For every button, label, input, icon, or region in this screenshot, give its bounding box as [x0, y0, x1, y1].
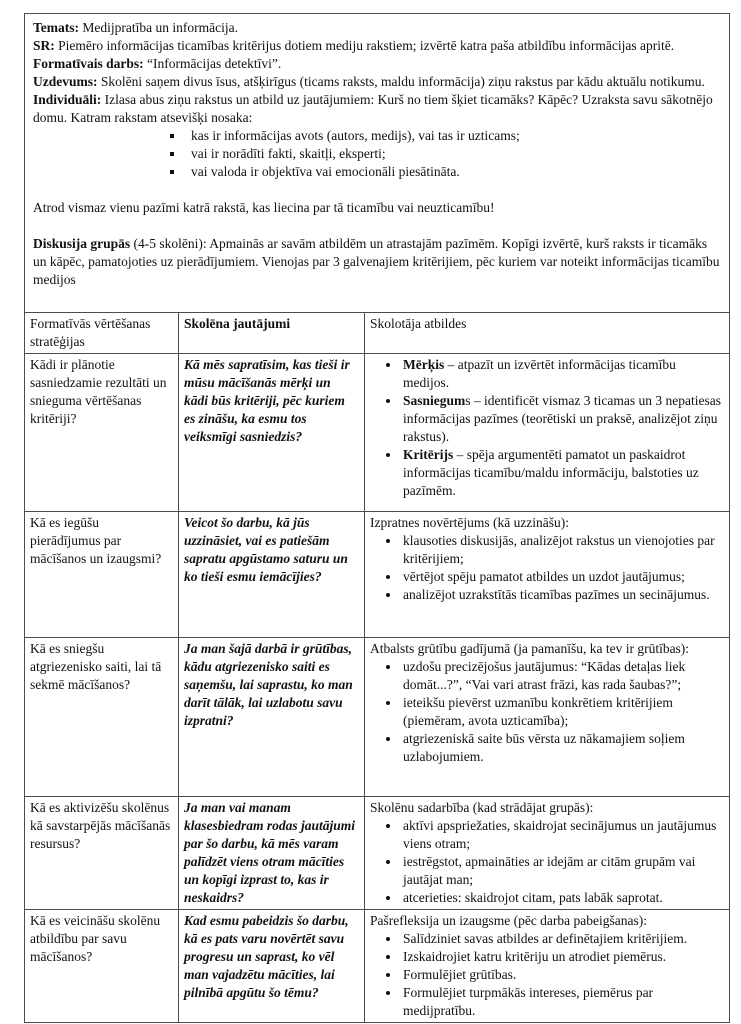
teacher-answer-list	[370, 658, 723, 766]
student-question-cell: Ja man vai manam klasesbiedram rodas jautājumi par šo darbu, kā mēs varam palīdzēt viens otram mācīties un kopīgi izprast to, kas ir neskaidrs?	[179, 797, 365, 910]
worksheet-document	[24, 13, 730, 1023]
teacher-answer-list	[370, 930, 723, 1020]
list-item: • Formulējiet grūtības.	[401, 966, 723, 984]
individual-task-list	[33, 127, 721, 181]
paragraph-text: (4-5 skolēni): Apmainās ar savām atbildēm un atrastajām pazīmēm. Kopīgi izvērtē, kurš raksts ir ticamāks un kāpēc, pamatojoties uz pierādījumiem. Vienojas par 3 galvenajiem kritērijiem, pēc kuriem var noteikt informācijas ticamību medijos	[33, 236, 720, 287]
list-item: • Izskaidrojiet katru kritēriju un atrodiet piemērus.	[401, 948, 723, 966]
table-row	[25, 797, 730, 910]
teacher-answer-cell	[365, 797, 730, 910]
list-item: • klausoties diskusijās, analizējot rakstus un vienojoties par kritērijiem;	[401, 532, 723, 568]
list-item: • Salīdziniet savas atbildes ar definētajiem kritērijiem.	[401, 930, 723, 948]
paragraph-label: Uzdevums:	[33, 74, 98, 89]
teacher-answer-cell	[365, 512, 730, 638]
answer-intro: Atbalsts grūtību gadījumā (ja pamanīšu, ka tev ir grūtības):	[370, 641, 690, 656]
answer-intro: Pašrefleksija un izaugsme (pēc darba pabeigšanas):	[370, 913, 648, 928]
paragraph-label: SR:	[33, 38, 55, 53]
term-text: – spēja argumentēti pamatot un paskaidrot informācijas ticamību/maldu informāciju, balstoties uz pazīmēm.	[403, 447, 699, 498]
answer-intro: Skolēnu sadarbība (kad strādājat grupās):	[370, 800, 594, 815]
paragraph-label: Formatīvais darbs:	[33, 56, 144, 71]
term-text: s – identificēt vismaz 3 ticamas un 3 nepatiesas informācijas pazīmes (teorētiski un praksē, analizējot ziņu rakstus).	[403, 393, 721, 444]
paragraph-diskusija	[33, 235, 721, 289]
list-item: • vērtējot spēju pamatot atbildes un uzdot jautājumus;	[401, 568, 723, 586]
list-item: • uzdošu precizējošus jautājumus: “Kādas detaļas liek domāt...?”, “Vai vari atrast frāzi, kas rada šaubas?”;	[401, 658, 723, 694]
list-item: ▪ vai ir norādīti fakti, skaitļi, eksperti;	[185, 145, 721, 163]
answer-intro: Izpratnes novērtējums (kā uzzināšu):	[370, 515, 570, 530]
paragraph-formativais-darbs	[33, 55, 721, 73]
table-row	[25, 512, 730, 638]
header-teacher-answers: Skolotāja atbildes	[365, 313, 730, 354]
header-strategy: Formatīvās vērtēšanas stratēģijas	[25, 313, 179, 354]
paragraph-uzdevums	[33, 73, 721, 91]
table-row	[25, 354, 730, 512]
intro-section	[25, 14, 729, 312]
table-row	[25, 910, 730, 1023]
header-student-questions: Skolēna jautājumi	[179, 313, 365, 354]
teacher-answer-cell	[365, 638, 730, 797]
list-item: ▪ kas ir informācijas avots (autors, medijs), vai tas ir uzticams;	[185, 127, 721, 145]
table-header-row	[25, 313, 730, 354]
paragraph-temats	[33, 19, 721, 37]
list-item: • ieteikšu pievērst uzmanību konkrētiem kritērijiem (piemēram, avota uzticamība);	[401, 694, 723, 730]
paragraph-label: Individuāli:	[33, 92, 102, 107]
term: Mērķis	[403, 357, 445, 372]
strategy-cell: Kā es veicināšu skolēnu atbildību par savu mācīšanos?	[25, 910, 179, 1023]
list-item: • Formulējiet turpmākās intereses, piemērus par medijpratību.	[401, 984, 723, 1020]
teacher-answer-cell	[365, 354, 730, 512]
student-question-cell: Kā mēs sapratīsim, kas tieši ir mūsu mācīšanās mērķi un kādi būs kritēriji, pēc kuriem es zināšu, ka esmu tos veiksmīgi sasniedzis?	[179, 354, 365, 512]
list-item: • aktīvi apspriežaties, skaidrojat secinājumus un jautājumus viens otram;	[401, 817, 723, 853]
teacher-answer-list	[370, 532, 723, 604]
term: Kritērijs	[403, 447, 454, 462]
list-item	[401, 356, 723, 392]
teacher-answer-cell	[365, 910, 730, 1023]
list-item: • iestrēgstot, apmaināties ar idejām ar citām grupām vai jautājat man;	[401, 853, 723, 889]
list-item	[401, 446, 723, 500]
student-question-cell: Kad esmu pabeidzis šo darbu, kā es pats varu novērtēt savu progresu un saprast, ko vēl man vajadzētu mācīties, lai pilnībā apgūtu šo tēmu?	[179, 910, 365, 1023]
note-text: Atrod vismaz vienu pazīmi katrā rakstā, kas liecina par tā ticamību vai neuzticamību!	[33, 200, 495, 215]
paragraph-text: Medijpratība un informācija.	[79, 20, 238, 35]
strategy-cell: Kādi ir plānotie sasniedzamie rezultāti un snieguma vērtēšanas kritēriji?	[25, 354, 179, 512]
list-item: • analizējot uzrakstītās ticamības pazīmes un secinājumus.	[401, 586, 723, 604]
list-item: ▪ vai valoda ir objektīva vai emocionāli piesātināta.	[185, 163, 721, 181]
strategy-cell: Kā es aktivizēšu skolēnus kā savstarpējās mācīšanās resursus?	[25, 797, 179, 910]
paragraph-text: Piemēro informācijas ticamības kritērijus dotiem mediju rakstiem; izvērtē katra paša atbildību informācijas apritē.	[54, 38, 675, 53]
student-question-cell: Ja man šajā darbā ir grūtības, kādu atgriezenisko saiti es saņemšu, lai saprastu, ko man darīt tālāk, lai uzlabotu savu izpratni?	[179, 638, 365, 797]
list-item	[401, 392, 723, 446]
formative-assessment-table	[24, 312, 730, 1023]
term: Sasniegum	[403, 393, 466, 408]
table-row	[25, 638, 730, 797]
paragraph-text: Skolēni saņem divus īsus, atšķirīgus (ticams raksts, maldu informācija) ziņu rakstus par kādu aktuālu notikumu.	[97, 74, 705, 89]
paragraph-text: Izlasa abus ziņu rakstus un atbild uz jautājumiem: Kurš no tiem šķiet ticamāks? Kāpēc? Uzraksta savu sākotnējo domu. Katram rakstam atsevišķi nosaka:	[33, 92, 713, 125]
teacher-answer-list	[370, 356, 723, 500]
teacher-answer-list	[370, 817, 723, 907]
term-text: – atpazīt un izvērtēt informācijas ticamību medijos.	[403, 357, 676, 390]
strategy-cell: Kā es iegūšu pierādījumus par mācīšanos un izaugsmi?	[25, 512, 179, 638]
student-question-cell: Veicot šo darbu, kā jūs uzzināsiet, vai es patiešām sapratu apgūstamo saturu un ko tieši esmu iemācījies?	[179, 512, 365, 638]
paragraph-text: “Informācijas detektīvi”.	[143, 56, 282, 71]
paragraph-sr	[33, 37, 721, 55]
paragraph-label: Diskusija grupās	[33, 236, 131, 251]
list-item: • atgriezeniskā saite būs vērsta uz nākamajiem soļiem uzlabojumiem.	[401, 730, 723, 766]
paragraph-individuali	[33, 91, 721, 127]
strategy-cell: Kā es sniegšu atgriezenisko saiti, lai tā sekmē mācīšanos?	[25, 638, 179, 797]
paragraph-label: Temats:	[33, 20, 79, 35]
list-item: • atcerieties: skaidrojot citam, pats labāk saprotat.	[401, 889, 723, 907]
